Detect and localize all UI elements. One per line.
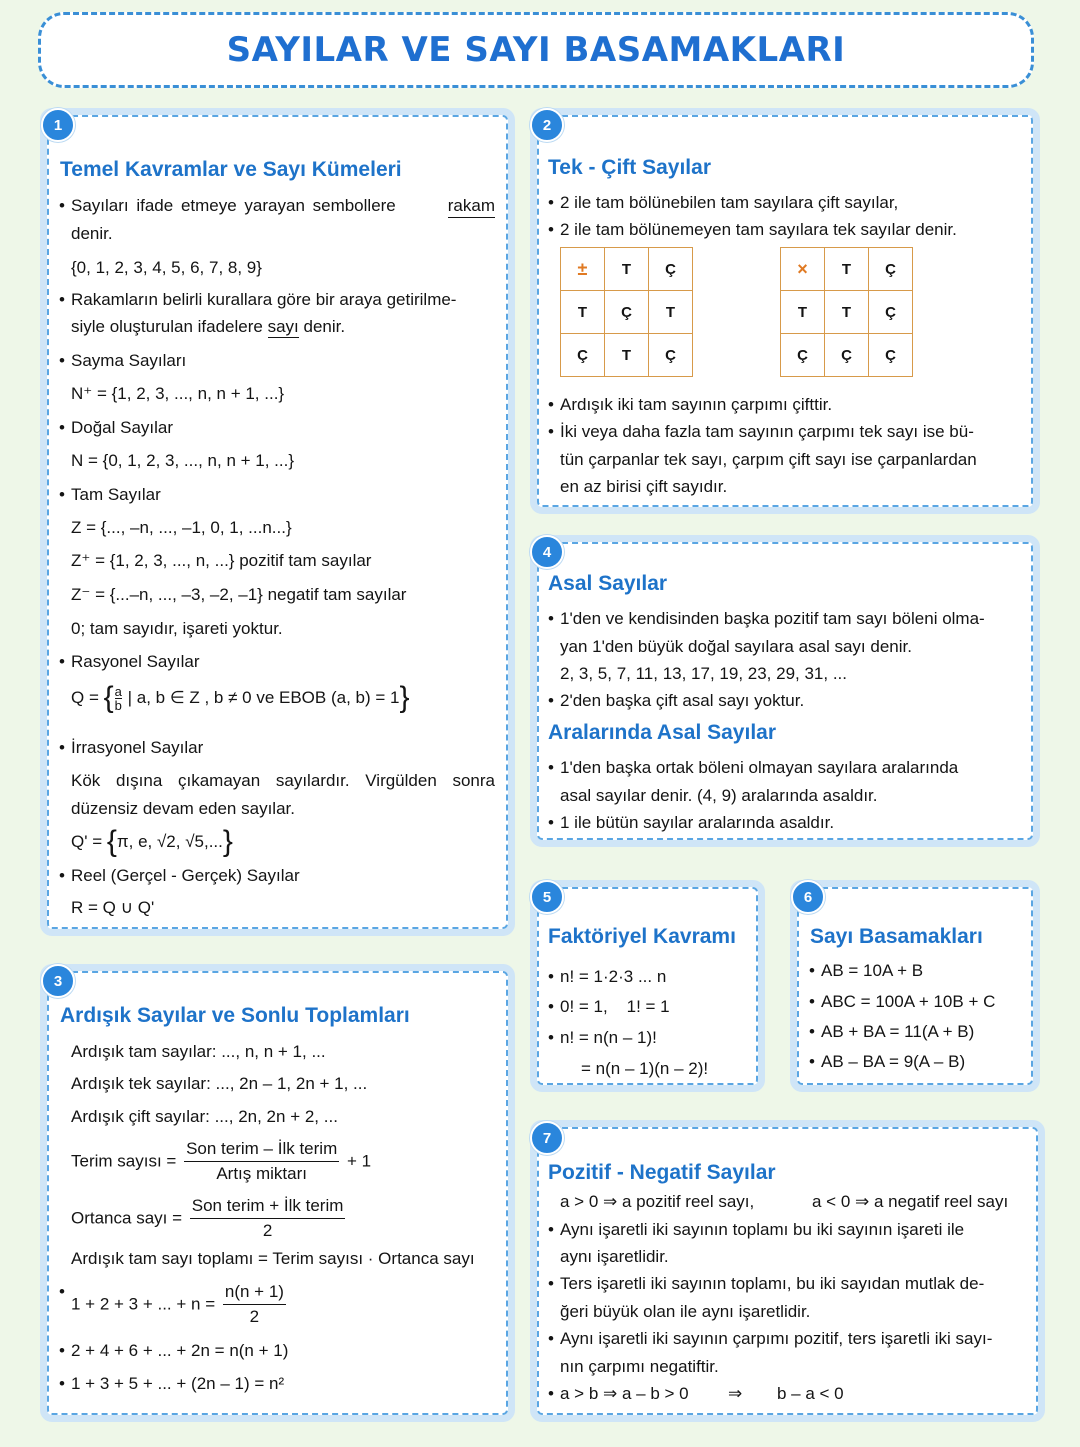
section-6-heading: Sayı Basamakları	[810, 925, 983, 948]
table-cell: Ç	[869, 291, 913, 334]
s1-line-1: • Sayıları ifade etmeye yarayan sembollere rakam	[71, 196, 495, 218]
s7-line-6: • Aynı işaretli iki sayının çarpımı pozitif, ters işaretli iki sayı-	[560, 1329, 992, 1349]
s1-line-4: • Rakamların belirli kurallara göre bir araya getirilme-	[71, 290, 456, 310]
s1-real-set: R = Q ∪ Q'	[71, 898, 155, 917]
section-2-heading: Tek - Çift Sayılar	[548, 156, 711, 179]
s5-line-3: • n! = n(n – 1)!	[560, 1028, 657, 1048]
s1-irrational-title: • İrrasyonel Sayılar	[71, 738, 203, 758]
table-cell: Ç	[649, 334, 693, 377]
multiply-icon: ×	[781, 248, 825, 291]
table-cell: T	[605, 248, 649, 291]
a-over-b-fraction: $\frac{a}{b}$	[114, 684, 122, 714]
parity-multiplication-table	[780, 247, 913, 377]
s7-line-2: • Aynı işaretli iki sayının toplamı bu iki sayının işareti ile	[560, 1220, 964, 1240]
s1-counting-set: N⁺ = {1, 2, 3, ..., n, n + 1, ...}	[71, 384, 285, 403]
section-7-heading: Pozitif - Negatif Sayılar	[548, 1161, 776, 1184]
table-cell: T	[561, 291, 605, 334]
section-4-subheading: Aralarında Asal Sayılar	[548, 721, 777, 744]
table-cell: T	[781, 291, 825, 334]
s7-line-3: aynı işaretlidir.	[560, 1247, 669, 1266]
s3-line-1: Ardışık tam sayılar: ..., n, n + 1, ...	[71, 1042, 326, 1061]
s4-line-7: • 1 ile bütün sayılar aralarında asaldır.	[560, 813, 834, 833]
table-cell: T	[825, 248, 869, 291]
table-cell: Ç	[649, 248, 693, 291]
table-cell: Ç	[869, 334, 913, 377]
s7-line-8c: b – a < 0	[777, 1384, 844, 1403]
s7-line-8a: • a > b ⇒ a – b > 0	[560, 1384, 689, 1404]
s4-line-5: • 1'den başka ortak böleni olmayan sayılara aralarında	[560, 758, 958, 778]
s1-rational-set: Q = { $\frac{a}{b}$ | a, b ∈ Z , b ≠ 0 ve EBOB (a, b) = 1}	[71, 681, 410, 714]
s1-irrational-desc-2: düzensiz devam eden sayılar.	[71, 799, 295, 818]
section-1-number: 1	[41, 108, 75, 142]
table-cell: Ç	[869, 248, 913, 291]
section-4-heading: Asal Sayılar	[548, 572, 668, 595]
table-cell: Ç	[781, 334, 825, 377]
s1-line-2: denir.	[71, 224, 113, 243]
s5-line-1: • n! = 1·2·3 ... n	[560, 967, 666, 987]
s3-sum-3-formula: • 1 + 3 + 5 + ... + (2n – 1) = n²	[71, 1374, 284, 1394]
s3-line-3: Ardışık çift sayılar: ..., 2n, 2n + 2, ...	[71, 1107, 338, 1126]
s3-line-2: Ardışık tek sayılar: ..., 2n – 1, 2n + 1, ...	[71, 1074, 368, 1093]
table-cell: T	[605, 334, 649, 377]
s1-irrational-set: Q' = {π, e, √2, √5,...}	[71, 825, 233, 858]
s7-line-1a: a > 0 ⇒ a pozitif reel sayı,	[560, 1192, 755, 1211]
s4-line-6: asal sayılar denir. (4, 9) aralarında asaldır.	[560, 786, 878, 805]
s2-line-6: en az birisi çift sayıdır.	[560, 477, 728, 496]
title-banner	[38, 12, 1034, 88]
section-2-number: 2	[530, 108, 564, 142]
s1-integer-title: • Tam Sayılar	[71, 485, 161, 505]
s1-integer-set: Z = {..., –n, ..., –1, 0, 1, ...n...}	[71, 518, 292, 537]
s5-line-4: = n(n – 1)(n – 2)!	[581, 1059, 709, 1078]
section-5-heading: Faktöriyel Kavramı	[548, 925, 736, 948]
s3-term-count-formula: Terim sayısı = $\frac{\text{Son terim – İlk terim}}{\text{Artış miktarı}}$ + 1	[71, 1139, 372, 1183]
s2-line-3: • Ardışık iki tam sayının çarpımı çifttir.	[560, 395, 832, 415]
s4-line-1: • 1'den ve kendisinden başka pozitif tam sayı böleni olma-	[560, 609, 985, 629]
s4-line-4: • 2'den başka çift asal sayı yoktur.	[560, 691, 804, 711]
table-cell: Ç	[561, 334, 605, 377]
table-cell: T	[649, 291, 693, 334]
s2-line-5: tün çarpanlar tek sayı, çarpım çift sayı ise çarpanlardan	[560, 450, 977, 469]
s7-line-4: • Ters işaretli iki sayının toplamı, bu iki sayıdan mutlak de-	[560, 1274, 984, 1294]
s1-irrational-desc-1: Kök dışına çıkamayan sayılardır. Virgülden sonra	[71, 771, 495, 790]
section-6-number: 6	[791, 880, 825, 914]
table-cell: Ç	[605, 291, 649, 334]
s2-line-4: • İki veya daha fazla tam sayının çarpımı tek sayı ise bü-	[560, 422, 974, 442]
s3-line-4: Ardışık tam sayı toplamı = Terim sayısı · Ortanca sayı	[71, 1249, 475, 1268]
s3-sum-2-formula: • 2 + 4 + 6 + ... + 2n = n(n + 1)	[71, 1341, 288, 1361]
s1-line-5: siyle oluşturulan ifadelere sayı denir.	[71, 317, 346, 336]
s1-digit-set: {0, 1, 2, 3, 4, 5, 6, 7, 8, 9}	[71, 258, 262, 277]
s6-line-2: • ABC = 100A + 10B + C	[821, 992, 995, 1012]
s2-line-2: • 2 ile tam bölünemeyen tam sayılara tek sayılar denir.	[560, 220, 957, 240]
s1-real-title: • Reel (Gerçel - Gerçek) Sayılar	[71, 866, 300, 886]
plus-minus-icon: ±	[561, 248, 605, 291]
page-title: SAYILAR VE SAYI BASAMAKLARI	[226, 30, 846, 70]
s2-line-1: • 2 ile tam bölünebilen tam sayılara çift sayılar,	[560, 193, 898, 213]
section-1-heading: Temel Kavramlar ve Sayı Kümeleri	[60, 158, 402, 181]
s4-prime-list: 2, 3, 5, 7, 11, 13, 17, 19, 23, 29, 31, ...	[560, 664, 847, 683]
s3-median-formula: Ortanca sayı = $\frac{\text{Son terim + İlk terim}}{2}$	[71, 1196, 344, 1240]
s1-counting-title: • Sayma Sayıları	[71, 351, 186, 371]
s7-line-7: nın çarpımı negatiftir.	[560, 1357, 719, 1376]
s6-line-3: • AB + BA = 11(A + B)	[821, 1022, 974, 1042]
s6-line-4: • AB – BA = 9(A – B)	[821, 1052, 965, 1072]
s7-line-5: ğeri büyük olan ile aynı işaretlidir.	[560, 1302, 811, 1321]
s5-line-2: • 0! = 1, 1! = 1	[560, 997, 670, 1017]
rakam-term: rakam	[448, 196, 495, 218]
s3-sum-1-formula: • 1 + 2 + 3 + ... + n = $\frac{n(n + 1)}{2}$	[71, 1281, 289, 1328]
s6-line-1: • AB = 10A + B	[821, 961, 923, 981]
section-3-number: 3	[41, 964, 75, 998]
s7-line-8b: ⇒	[728, 1384, 743, 1403]
s1-natural-set: N = {0, 1, 2, 3, ..., n, n + 1, ...}	[71, 451, 295, 470]
s7-line-1b: a < 0 ⇒ a negatif reel sayı	[812, 1192, 1009, 1211]
section-4-number: 4	[530, 535, 564, 569]
table-cell: Ç	[825, 334, 869, 377]
s1-rational-title: • Rasyonel Sayılar	[71, 652, 200, 672]
s1-positive-integers: Z⁺ = {1, 2, 3, ..., n, ...} pozitif tam sayılar	[71, 551, 372, 570]
parity-addition-table	[560, 247, 693, 377]
s1-natural-title: • Doğal Sayılar	[71, 418, 173, 438]
section-3-heading: Ardışık Sayılar ve Sonlu Toplamları	[60, 1004, 410, 1027]
section-7-number: 7	[530, 1121, 564, 1155]
table-cell: T	[825, 291, 869, 334]
s1-negative-integers: Z⁻ = {...–n, ..., –3, –2, –1} negatif tam sayılar	[71, 585, 407, 604]
s4-line-2: yan 1'den büyük doğal sayılara asal sayı denir.	[560, 637, 912, 656]
section-5-number: 5	[530, 880, 564, 914]
s1-zero-note: 0; tam sayıdır, işareti yoktur.	[71, 619, 283, 638]
sayi-term: sayı	[267, 317, 299, 336]
